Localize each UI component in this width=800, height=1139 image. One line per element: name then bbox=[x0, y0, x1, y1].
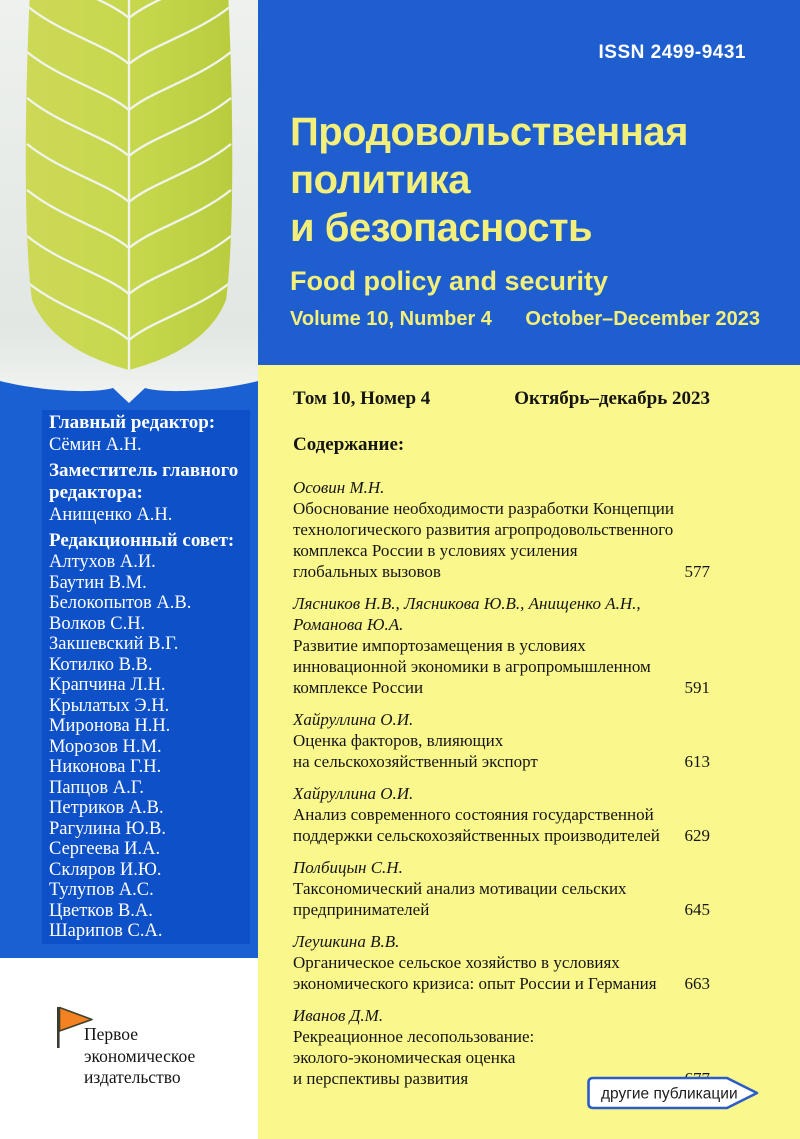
editorial-board-member: Тулупов А.С. bbox=[49, 880, 154, 900]
toc-entry-page: 645 bbox=[684, 900, 710, 919]
editorial-board-member: Скляров И.Ю. bbox=[49, 859, 162, 880]
toc-entry-page: 629 bbox=[684, 826, 710, 845]
editorial-panel bbox=[42, 410, 250, 944]
editorial-board-member: Волков С.Н. bbox=[49, 613, 146, 634]
toc-entry bbox=[293, 593, 710, 698]
toc-entry bbox=[293, 857, 710, 920]
toc-entry-title: комплексе России bbox=[293, 678, 424, 697]
journal-title-ru-line: Продовольственная bbox=[290, 110, 688, 154]
toc-entry-title: и перспективы развития bbox=[293, 1069, 469, 1088]
toc-entry-authors: Полбицын С.Н. bbox=[293, 858, 403, 877]
editorial-board-member: Папцов А.Г. bbox=[49, 777, 144, 798]
toc-entry-lastline bbox=[293, 825, 710, 846]
other-publications-label: другие публикации bbox=[601, 1085, 738, 1103]
date-en: October–December 2023 bbox=[525, 308, 760, 330]
toc-entry-title: Оценка факторов, влияющих bbox=[293, 731, 504, 750]
editorial-board-member: Никонова Г.Н. bbox=[49, 757, 162, 777]
toc-entry-page: 613 bbox=[684, 752, 710, 771]
toc-entry-title: Рекреационное лесопользование: bbox=[293, 1027, 535, 1046]
toc-entry-title: комплекса России в условиях усиления bbox=[293, 541, 578, 560]
editorial-board-member: Закшевский В.Г. bbox=[49, 634, 179, 654]
toc-entries bbox=[293, 477, 710, 1089]
editorial-board-member: Морозов Н.М. bbox=[49, 736, 162, 757]
toc-entry-page: 577 bbox=[684, 562, 710, 581]
toc-entry-page: 591 bbox=[684, 678, 710, 697]
toc-entry-title: технологического развития агропродовольственного bbox=[293, 520, 674, 539]
toc-entry-title: Развитие импортозамещения в условиях bbox=[293, 636, 586, 655]
deputy-editor-label: Заместитель главного редактора: bbox=[49, 459, 239, 503]
editorial-board-member: Сергеева И.А. bbox=[49, 839, 161, 859]
editorial-board-member: Крылатых Э.Н. bbox=[49, 695, 170, 716]
editorial-board-member: Алтухов А.И. bbox=[49, 552, 156, 572]
toc-entry-authors: Романова Ю.А. bbox=[293, 615, 404, 634]
journal-title-en: Food policy and security bbox=[290, 266, 609, 296]
publisher-name-line: Первое bbox=[84, 1024, 139, 1044]
toc-entry bbox=[293, 783, 710, 846]
toc-heading: Содержание: bbox=[293, 434, 405, 455]
publisher-name-line: экономическое bbox=[84, 1045, 196, 1066]
journal-title-ru-line: политика bbox=[290, 158, 471, 202]
toc-entry-title: на сельскохозяйственный экспорт bbox=[293, 752, 538, 771]
editorial-board-label: Редакционный совет: bbox=[49, 529, 235, 551]
toc-entry-authors: Лясников Н.В., Лясникова Ю.В., Анищенко А.Н., bbox=[293, 594, 641, 613]
cover-header bbox=[258, 0, 800, 365]
toc-entry-authors: Хайруллина О.И. bbox=[293, 784, 414, 803]
toc-entry-title: экономического кризиса: опыт России и Германия bbox=[293, 974, 657, 993]
toc-entry-lastline bbox=[293, 973, 710, 994]
toc-entry-lastline bbox=[293, 561, 710, 582]
editorial-board-member: Миронова Н.Н. bbox=[49, 716, 171, 736]
editorial-board-member: Рагулина Ю.В. bbox=[49, 818, 166, 839]
toc-entry-page: 663 bbox=[684, 974, 710, 993]
toc-entry-lastline bbox=[293, 677, 710, 698]
editorial-board-member: Шарипов С.А. bbox=[49, 921, 163, 941]
toc-entry-title: Таксономический анализ мотивации сельских bbox=[293, 879, 627, 898]
toc-entry-title: предпринимателей bbox=[293, 900, 430, 919]
table-of-contents bbox=[258, 365, 800, 1139]
other-publications-button[interactable] bbox=[586, 1076, 760, 1110]
toc-entry bbox=[293, 477, 710, 582]
editorial-board-member: Белокопытов А.В. bbox=[49, 593, 192, 613]
leaf-book-artwork bbox=[0, 0, 258, 410]
volume-row-en bbox=[290, 308, 760, 331]
publisher-name bbox=[84, 1024, 195, 1089]
toc-entry-title: поддержки сельскохозяйственных производителей bbox=[293, 826, 660, 845]
toc-entry-lastline bbox=[293, 751, 710, 772]
toc-entry-title: эколого-экономическая оценка bbox=[293, 1048, 516, 1067]
toc-entry-authors: Осовин М.Н. bbox=[293, 478, 385, 497]
volume-en: Volume 10, Number 4 bbox=[290, 308, 492, 330]
toc-entry-authors: Хайруллина О.И. bbox=[293, 710, 414, 729]
editorial-board-member: Цветков В.А. bbox=[49, 900, 153, 921]
editorial-board-member: Крапчина Л.Н. bbox=[49, 675, 166, 695]
sidebar bbox=[0, 410, 258, 958]
toc-entry-authors: Леушкина В.В. bbox=[293, 932, 400, 951]
publisher-name-line: издательство bbox=[84, 1067, 181, 1087]
editorial-board-member: Котилко В.В. bbox=[49, 654, 153, 675]
journal-title-ru bbox=[290, 108, 688, 252]
toc-entry-title: Органическое сельское хозяйство в условиях bbox=[293, 953, 620, 972]
volume-ru: Том 10, Номер 4 bbox=[293, 388, 431, 409]
deputy-editor-name: Анищенко А.Н. bbox=[49, 504, 173, 525]
issn: ISSN 2499-9431 bbox=[598, 42, 746, 63]
chief-editor-name: Сёмин А.Н. bbox=[49, 434, 142, 455]
toc-entry-title: глобальных вызовов bbox=[293, 562, 441, 581]
toc-entry-title: инновационной экономики в агропромышленном bbox=[293, 657, 651, 676]
toc-entry-lastline bbox=[293, 899, 710, 920]
journal-title-ru-line: и безопасность bbox=[290, 206, 593, 250]
main-column bbox=[258, 0, 800, 1139]
volume-row-ru bbox=[293, 388, 710, 410]
editorial-board-list bbox=[49, 552, 246, 942]
toc-entry-authors: Иванов Д.М. bbox=[293, 1006, 384, 1025]
date-ru: Октябрь–декабрь 2023 bbox=[514, 388, 710, 409]
editorial-board-member: Баутин В.М. bbox=[49, 572, 147, 593]
toc-entry bbox=[293, 709, 710, 772]
chief-editor-label: Главный редактор: bbox=[49, 412, 216, 433]
editorial-board-member: Петриков А.В. bbox=[49, 798, 164, 818]
toc-entry-title: Обоснование необходимости разработки Концепции bbox=[293, 499, 674, 518]
publisher-block bbox=[0, 958, 258, 1139]
toc-entry bbox=[293, 931, 710, 994]
toc-entry-title: Анализ современного состояния государственной bbox=[293, 805, 654, 824]
